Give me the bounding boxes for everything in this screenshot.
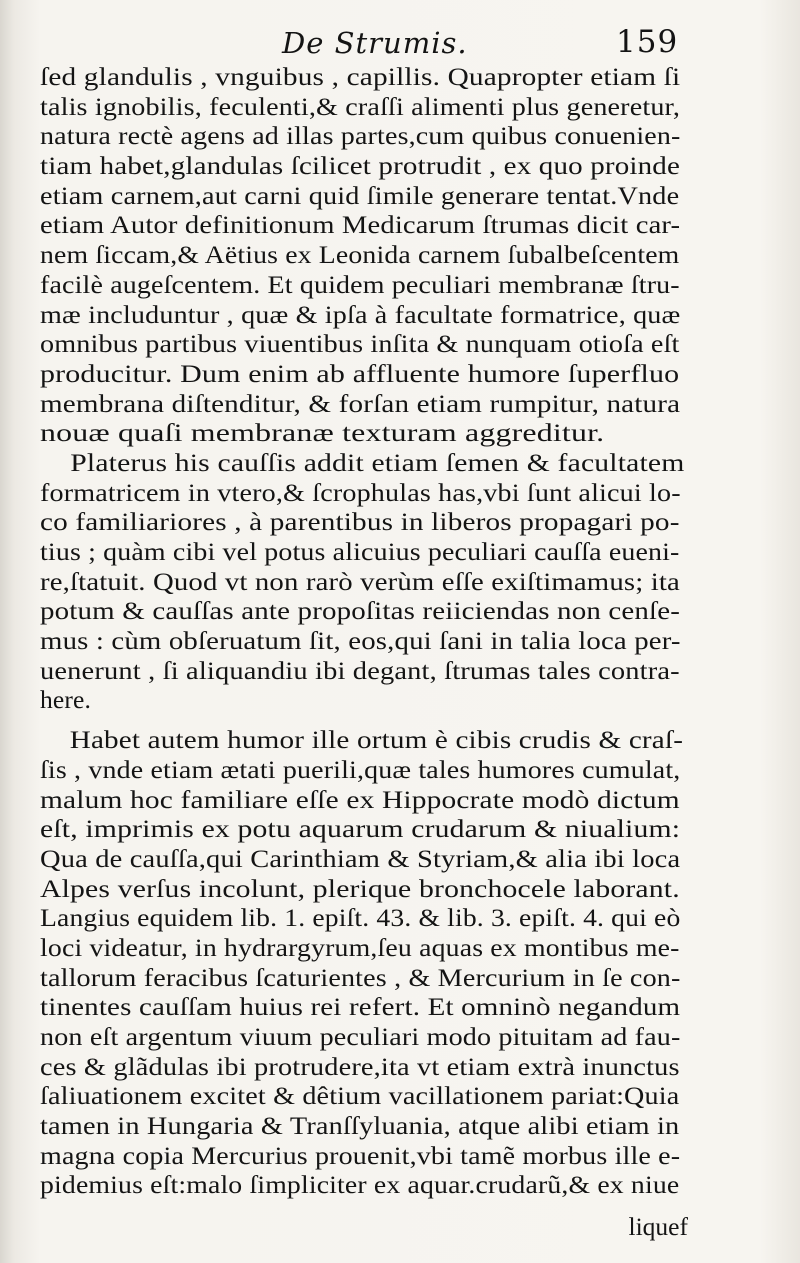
paragraph-start-line: Platerus his cauſſis addit etiam ſemen & facultatem (70, 447, 685, 477)
text-line: nouæ quaſi membranæ texturam aggreditur. (40, 418, 605, 448)
text-line: etiam carnem,aut carni quid ſimile generare tentat.Vnde (40, 180, 680, 210)
text-line: eſt, imprimis ex potu aquarum crudarum & niualium: (40, 814, 681, 844)
text-line: mus : cùm obſeruatum ſit, eos,qui ſani in talia loca per- (40, 626, 681, 656)
text-line: here. (40, 685, 92, 715)
page-number: 159 (616, 24, 679, 60)
text-line: tiam habet,glandulas ſcilicet protrudit , ex quo proinde (40, 151, 681, 181)
text-line: non eſt argentum viuum peculiari modo pituitam ad fau- (40, 1022, 681, 1051)
text-line: malum hoc familiare eſſe ex Hippocrate modò dictum (40, 784, 680, 814)
text-line: uenerunt , ſi aliquandiu ibi degant, ſtrumas tales contra- (40, 655, 680, 685)
text-line: ſis , vnde etiam ætati puerili,quæ tales humores cumulat, (40, 754, 681, 784)
text-body (40, 62, 685, 1200)
running-head-title: De Strumis. (282, 26, 468, 60)
text-line: magna copia Mercurius prouenit,vbi tamẽ morbus ille e- (40, 1140, 681, 1170)
text-line: tius ; quàm cibi vel potus alicuius peculiari cauſſa eueni- (40, 537, 680, 566)
text-line: ces & glãdulas ibi protrudere,ita vt etiam extrà inunctus (40, 1051, 680, 1081)
text-line: Alpes verſus incolunt, plerique bronchocele laborant. (40, 873, 680, 903)
text-line: membrana diſtenditur, & forſan etiam rumpitur, natura (40, 388, 681, 418)
text-line: nem ſiccam,& Aëtius ex Leonida carnem ſubalbeſcentem (40, 240, 680, 270)
text-line: facilè augeſcentem. Et quidem peculiari membranæ ſtru- (40, 269, 680, 299)
text-line: formatricem in vtero,& ſcrophulas has,vbi ſunt alicui lo- (40, 477, 681, 507)
paragraph-start-line: Habet autem humor ille ortum è cibis crudis & craſ- (69, 725, 684, 755)
text-line: tinentes cauſſam huius rei refert. Et omninò negandum (40, 992, 681, 1022)
text-line: tamen in Hungaria & Tranſſyluania, atque alibi etiam in (40, 1111, 680, 1141)
text-line: co familiariores , à parentibus in liberos propagari po- (40, 507, 680, 537)
text-line: pidemius eſt:malo ſimpliciter ex aquar.crudarũ,& ex niue (40, 1170, 680, 1200)
text-line: producitur. Dum enim ab affluente humore ſuperfluo (40, 358, 680, 388)
text-line: natura rectè agens ad illas partes,cum quibus conuenien- (40, 121, 681, 151)
text-line: ſaliuationem excitet & dêtium vacillationem pariat:Quia (40, 1081, 680, 1111)
text-line: etiam Autor definitionum Medicarum ſtrumas dicit car- (40, 210, 681, 240)
paragraph-gap (40, 715, 680, 725)
text-line: omnibus partibus viuentibus inſita & nunquam otioſa eſt (40, 329, 680, 359)
text-line: Qua de cauſſa,qui Carinthiam & Styriam,& alia ibi loca (40, 843, 681, 873)
text-line: tallorum feracibus ſcaturientes , & Mercurium in ſe con- (40, 962, 681, 992)
text-line: ſed glandulis , vnguibus , capillis. Quapropter etiam ſi (40, 62, 681, 91)
running-head (0, 22, 800, 62)
text-line: Langius equidem lib. 1. epiſt. 43. & lib. 3. epiſt. 4. qui eò (40, 903, 681, 933)
catchword: liquef (628, 1212, 688, 1241)
text-line: potum & cauſſas ante propoſitas reiiciendas non cenſe- (40, 596, 681, 626)
text-line: re,ſtatuit. Quod vt non rarò verùm eſſe exiſtimamus; ita (40, 566, 680, 596)
text-line: talis ignobilis, feculenti,& craſſi alimenti plus generetur, (40, 91, 681, 121)
text-line: loci videatur, in hydrargyrum,ſeu aquas ex montibus me- (40, 932, 680, 962)
text-line: mæ includuntur , quæ & ipſa à facultate formatrice, quæ (40, 299, 681, 329)
